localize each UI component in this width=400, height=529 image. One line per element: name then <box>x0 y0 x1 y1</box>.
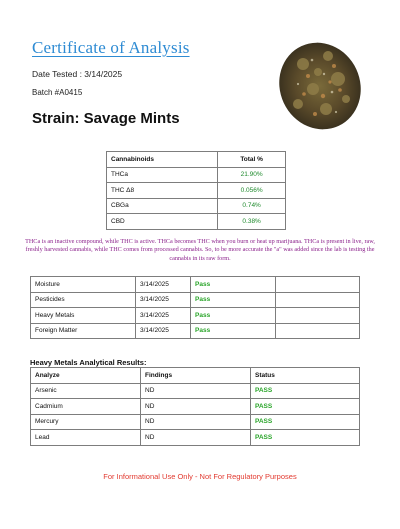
test-name: Foreign Matter <box>31 323 136 339</box>
cannabinoid-value: 0.38% <box>218 214 286 230</box>
analyte-status: PASS <box>251 399 360 415</box>
cannabis-bud-image <box>268 34 368 134</box>
empty-cell <box>276 308 360 324</box>
test-result: Pass <box>191 292 276 308</box>
analyte-finding: ND <box>141 430 251 446</box>
test-date: 3/14/2025 <box>136 323 191 339</box>
analyte-name: Cadmium <box>31 399 141 415</box>
test-name: Pesticides <box>31 292 136 308</box>
cannabinoid-value: 21.90% <box>218 167 286 183</box>
analyte-status: PASS <box>251 430 360 446</box>
strain-name: Strain: Savage Mints <box>32 110 180 127</box>
table-header-row <box>107 152 286 168</box>
cannabinoid-name: THCa <box>107 167 218 183</box>
cannabinoid-value: 0.056% <box>218 183 286 199</box>
table-row <box>31 430 360 446</box>
cannabinoid-value: 0.74% <box>218 198 286 214</box>
column-header: Analyze <box>31 368 141 384</box>
batch-number: Batch #A0415 <box>32 88 83 97</box>
heavy-metals-table <box>30 367 360 446</box>
empty-cell <box>276 323 360 339</box>
tests-table <box>30 276 360 339</box>
table-row <box>31 383 360 399</box>
analyte-name: Lead <box>31 430 141 446</box>
table-header-row <box>31 368 360 384</box>
analyte-finding: ND <box>141 399 251 415</box>
table-row <box>31 308 360 324</box>
analyte-finding: ND <box>141 383 251 399</box>
test-date: 3/14/2025 <box>136 292 191 308</box>
table-row <box>107 183 286 199</box>
table-row <box>31 323 360 339</box>
analyte-status: PASS <box>251 414 360 430</box>
page-title: Certificate of Analysis <box>32 38 190 57</box>
heavy-metals-title: Heavy Metals Analytical Results: <box>30 358 147 367</box>
column-header: Total % <box>218 152 286 168</box>
cannabinoid-name: CBGa <box>107 198 218 214</box>
column-header: Cannabinoids <box>107 152 218 168</box>
cannabinoid-name: CBD <box>107 214 218 230</box>
date-tested: Date Tested : 3/14/2025 <box>32 69 123 79</box>
analyte-name: Mercury <box>31 414 141 430</box>
table-row <box>31 277 360 293</box>
thca-note: THCa is an inactive compound, while THC is active. THCa becomes THC when you burn or heat up marijuana. THCa is present in live, raw, freshly harvested cannabis, while THC comes from processed cannabis. So, to be more accurate the "a" was added since the lab is testing the cannabis in its raw form. <box>25 238 375 262</box>
cannabinoid-name: THC Δ8 <box>107 183 218 199</box>
test-result: Pass <box>191 323 276 339</box>
disclaimer-footer: For Informational Use Only - Not For Regulatory Purposes <box>103 472 297 481</box>
table-row <box>31 414 360 430</box>
test-result: Pass <box>191 277 276 293</box>
table-row <box>31 399 360 415</box>
test-name: Moisture <box>31 277 136 293</box>
test-result: Pass <box>191 308 276 324</box>
table-row <box>107 198 286 214</box>
column-header: Status <box>251 368 360 384</box>
analyte-status: PASS <box>251 383 360 399</box>
table-row <box>31 292 360 308</box>
analyte-name: Arsenic <box>31 383 141 399</box>
test-date: 3/14/2025 <box>136 277 191 293</box>
table-row <box>107 214 286 230</box>
test-name: Heavy Metals <box>31 308 136 324</box>
analyte-finding: ND <box>141 414 251 430</box>
empty-cell <box>276 292 360 308</box>
table-row <box>107 167 286 183</box>
test-date: 3/14/2025 <box>136 308 191 324</box>
column-header: Findings <box>141 368 251 384</box>
cannabinoids-table <box>106 151 286 230</box>
empty-cell <box>276 277 360 293</box>
